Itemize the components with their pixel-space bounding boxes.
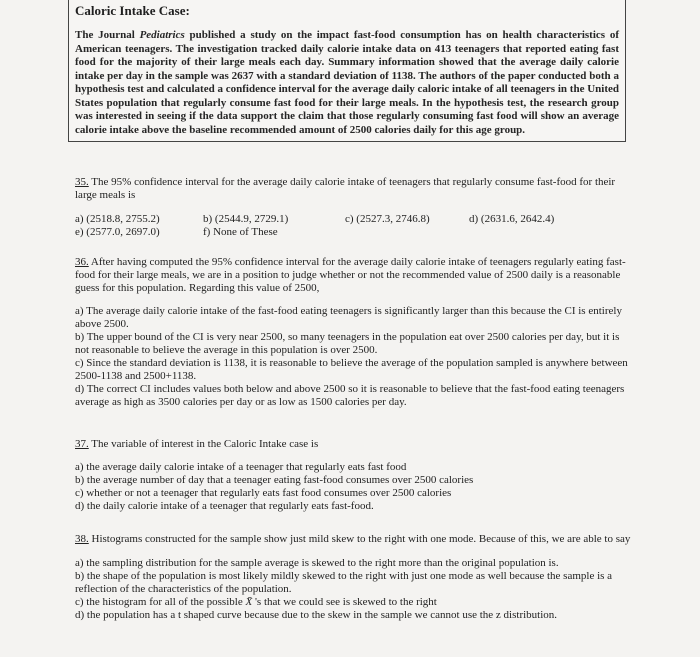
journal-name: Pediatrics (139, 29, 185, 41)
choice-35b: b) (2544.9, 2729.1) (203, 213, 289, 225)
choice-35d: d) (2631.6, 2642.4) (469, 213, 555, 225)
choice-37b: b) the average number of day that a teenager eating fast-food consumes over 2500 calories (75, 474, 474, 486)
question-37-number: 37. (75, 438, 89, 450)
question-35-stem (75, 176, 635, 202)
choice-35c: c) (2527.3, 2746.8) (345, 213, 430, 225)
choice-38c-post: 's that we could see is skewed to the right (252, 596, 437, 608)
question-37 (75, 438, 635, 513)
question-35 (75, 176, 635, 239)
choice-38b: b) the shape of the population is most likely mildly skewed to the right with just one mode as well because the sample is a reflection of the characteristics of the population. (75, 570, 613, 595)
question-36-number: 36. (75, 256, 89, 268)
choice-36a: a) The average daily calorie intake of the fast-food eating teenagers is significantly larger than this because the CI is entirely above 2500. (75, 305, 622, 330)
question-35-choices (75, 213, 635, 239)
question-37-choices (75, 461, 635, 513)
choice-36d: d) The correct CI includes values both below and above 2500 so it is reasonable to believe that the fast-food eating teenagers average as high as 3500 calories per day or as low as 1500 calories per day. (75, 383, 625, 408)
question-38-text: Histograms constructed for the sample show just mild skew to the right with one mode. Because of this, we are able to say (88, 533, 631, 545)
choice-35f: f) None of These (203, 226, 278, 238)
question-35-number: 35. (75, 176, 89, 188)
choice-35e: e) (2577.0, 2697.0) (75, 226, 160, 238)
choice-38c (75, 596, 635, 609)
question-38-number: 38. (75, 533, 89, 545)
question-36-text: After having computed the 95% confidence interval for the average daily calorie intake of teenagers regularly eating fast-food for their large meals, we are in a position to judge whether or not the recommended value of 2500 daily is a reasonable guess for this population. Regarding this value of 2500, (75, 256, 626, 294)
question-38 (75, 533, 635, 622)
case-title: Caloric Intake Case: (75, 3, 190, 18)
question-37-stem (75, 438, 635, 451)
case-box (68, 0, 626, 142)
case-body-post: published a study on the impact fast-food consumption has on health characteristics of American teenagers. The investigation tracked daily calorie intake data on 413 teenagers that reported eating fast food for the majority of their large meals each day. Summary information showed that the average daily calorie intake per day in the sample was 2637 with a standard deviation of 1138. The authors of the paper conducted both a hypothesis test and calculated a confidence interval for the average daily caloric intake of all teenagers in the United States population that regularly consume fast food for their large meals. In the hypothesis test, the research group was interested in seeing if the data support the claim that those regularly consuming fast food will show an average calorie intake above the baseline recommended amount of 2500 calories daily for this age group. (75, 29, 620, 136)
choice-38c-pre: c) the histogram for all of the possible (75, 596, 246, 608)
question-36-choices (75, 305, 635, 409)
question-37-text: The variable of interest in the Caloric Intake case is (88, 438, 319, 450)
case-body-pre: The Journal (75, 29, 140, 41)
question-36 (75, 256, 635, 409)
case-body (75, 29, 619, 137)
question-36-stem (75, 256, 635, 295)
question-38-stem (75, 533, 635, 546)
choice-36c: c) Since the standard deviation is 1138, it is reasonable to believe the average of the population sampled is anywhere between 2500-1138 and 2500+1138. (75, 357, 628, 382)
x-bar-symbol: X̄ (245, 596, 253, 608)
question-35-text: The 95% confidence interval for the average daily calorie intake of teenagers that regularly consume fast-food for their large meals is (75, 176, 616, 201)
choice-35a: a) (2518.8, 2755.2) (75, 213, 160, 225)
choice-37a: a) the average daily calorie intake of a teenager that regularly eats fast food (75, 461, 407, 473)
choice-38d: d) the population has a t shaped curve because due to the skew in the sample we cannot use the z distribution. (75, 609, 558, 621)
question-38-choices (75, 557, 635, 622)
choice-37c: c) whether or not a teenager that regularly eats fast food consumes over 2500 calories (75, 487, 452, 499)
choice-37d: d) the daily calorie intake of a teenager that regularly eats fast-food. (75, 500, 374, 512)
choice-38a: a) the sampling distribution for the sample average is skewed to the right more than the original population is. (75, 557, 559, 569)
choice-36b: b) The upper bound of the CI is very near 2500, so many teenagers in the population eat over 2500 calories per day, but it is not reasonable to believe the average in this population is over 2500. (75, 331, 620, 356)
